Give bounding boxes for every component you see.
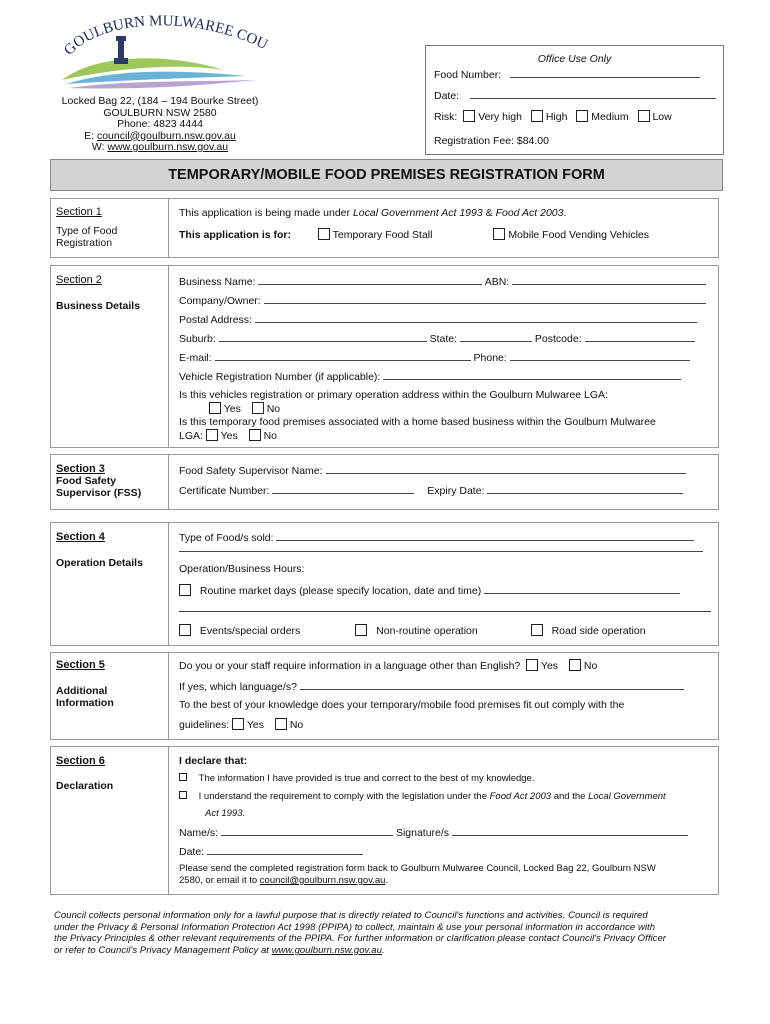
declaration-date-label: Date: [179,846,205,858]
food-number-label: Food Number: [434,69,502,81]
office-use-box [425,45,724,155]
section-3 [50,454,719,510]
names-field[interactable] [221,826,393,836]
address-line: Locked Bag 22, (184 – 194 Bourke Street) [61,95,259,107]
home-business-no-label: No [263,430,278,442]
lga-no-checkbox[interactable] [252,402,264,414]
postal-address-field[interactable] [255,313,697,323]
language-yes-checkbox[interactable] [526,659,538,671]
section-3-heading: Section 3 [56,463,105,475]
section-1-intro: This application is being made under Local Government Act 1993 & Food Act 2003. [179,207,567,219]
abn-label: ABN: [484,276,510,288]
section-3-subtitle: Food Safety Supervisor (FSS) [56,475,142,499]
home-business-question: Is this temporary food premises associated with a home based business within the Goulburn Mulwaree [179,416,656,428]
risk-low-label: Low [652,111,672,123]
email-label: E-mail: [179,352,212,364]
council-address [40,96,280,154]
privacy-web-link[interactable]: www.goulburn.nsw.gov.au [271,944,382,956]
section-2-heading: Section 2 [56,274,102,286]
non-routine-label: Non-routine operation [376,625,478,637]
home-business-yes-checkbox[interactable] [206,429,218,441]
declare-heading: I declare that: [179,755,248,767]
operation-hours-label: Operation/Business Hours: [179,563,305,575]
email-field[interactable] [215,351,471,361]
mobile-food-vending-checkbox[interactable] [493,228,505,240]
section-5-subtitle: Additional Information [56,685,114,709]
section-4-subtitle: Operation Details [56,557,143,569]
declaration-2-checkbox[interactable] [179,791,187,799]
section-6-heading: Section 6 [56,755,105,767]
food-type-label: Type of Food/s sold: [179,532,274,544]
risk-very-high-checkbox[interactable] [463,110,475,122]
temporary-food-stall-label: Temporary Food Stall [332,229,433,241]
food-type-field[interactable] [276,531,694,541]
postcode-field[interactable] [585,332,695,342]
state-label: State: [429,333,458,345]
risk-high-label: High [545,111,568,123]
business-name-field[interactable] [258,275,482,285]
fss-name-label: Food Safety Supervisor Name: [179,465,323,477]
certificate-number-label: Certificate Number: [179,485,270,497]
which-language-field[interactable] [300,680,684,690]
registration-type-row [179,228,649,241]
home-business-no-checkbox[interactable] [249,429,261,441]
application-for-label: This application is for: [179,229,292,241]
home-business-lga-label: LGA: [179,430,203,442]
section-2-subtitle: Business Details [56,300,141,312]
expiry-date-label: Expiry Date: [427,485,485,497]
declaration-2-act: Act 1993. [205,808,246,819]
council-email-link[interactable]: council@goulburn.nsw.gov.au [96,129,236,142]
guidelines-yes-checkbox[interactable] [232,718,244,730]
signature-label: Signature/s [395,827,450,839]
lga-no-label: No [266,403,281,415]
temporary-food-stall-checkbox[interactable] [318,228,330,240]
declaration-1-text: The information I have provided is true and correct to the best of my knowledge. [198,773,535,784]
declaration-1-checkbox[interactable] [179,773,187,781]
abn-field[interactable] [512,275,706,285]
postcode-label: Postcode: [534,333,582,345]
council-logo [56,14,276,96]
mobile-food-vending-label: Mobile Food Vending Vehicles [508,229,649,241]
road-side-checkbox[interactable] [531,624,543,636]
events-checkbox[interactable] [179,624,191,636]
guidelines-no-checkbox[interactable] [275,718,287,730]
office-date-label: Date: [434,90,460,102]
routine-market-checkbox[interactable] [179,584,191,596]
expiry-date-field[interactable] [487,484,683,494]
vehicle-rego-field[interactable] [383,370,681,380]
fss-name-field[interactable] [326,464,686,474]
food-type-field-2[interactable] [179,542,703,552]
phone-label: Phone: [473,352,507,364]
section-1-subtitle: Type of Food Registration [56,225,118,249]
which-language-label: If yes, which language/s? [179,681,297,693]
routine-market-label: Routine market days (please specify location, date and time) [199,585,482,597]
language-question: Do you or your staff require information in a language other than English? [179,660,521,672]
routine-market-field[interactable] [484,584,680,594]
risk-medium-checkbox[interactable] [576,110,588,122]
lga-yes-checkbox[interactable] [209,402,221,414]
guidelines-label: guidelines: [179,719,230,731]
send-email-link[interactable]: council@goulburn.nsw.gov.au [259,875,386,886]
guidelines-yes-label: Yes [246,719,264,731]
language-no-checkbox[interactable] [569,659,581,671]
address-city: GOULBURN NSW 2580 [103,106,217,119]
suburb-field[interactable] [219,332,427,342]
language-no-label: No [583,660,598,672]
section-6-subtitle: Declaration [56,780,114,792]
privacy-notice: Council collects personal information only for a lawful purpose that is directly related to Council's functions and activities. Council is required under the Privacy & Personal Information Protection Act 1998 (PPIPA) to collect, maintain & use your personal information in accordance with the Privacy Principles & other relevant requirements of the PPIPA. For further information or clarification please contact Council's Privacy Officer or refer to Council's Privacy Management Policy at www.goulburn.nsw.gov.au. [54,910,667,956]
section-5-heading: Section 5 [56,659,105,671]
risk-label: Risk: [434,111,458,123]
section-5 [50,652,719,740]
section-6: Section 6 Declaration I declare that: The information I have provided is true and correct to the best of my knowledge. I understand the requirement to comply with the legislation under the Food Act 2003 and the Local Government Act 1993. Name/s: Signature/s Date: Please send the completed registration form back to Goulburn Mulwaree Council, Locked Bag 22, Goulburn NSW 2580, or email it to council@goulburn.nsw.gov.au. [50,746,719,895]
section-4 [50,522,719,646]
phone-field[interactable] [510,351,690,361]
web-label: W: [91,141,108,153]
section-1-heading: Section 1 [56,206,102,218]
section-1 [50,198,719,258]
events-label: Events/special orders [199,625,301,637]
fitout-question: To the best of your knowledge does your temporary/mobile food premises fit out comply with the [179,699,625,711]
risk-high-checkbox[interactable] [531,110,543,122]
postal-address-label: Postal Address: [179,314,252,326]
non-routine-checkbox[interactable] [355,624,367,636]
send-instructions: Please send the completed registration form back to Goulburn Mulwaree Council, Locked Bag 22, Goulburn NSW [179,863,656,874]
address-phone: Phone: 4823 4444 [117,118,203,130]
language-yes-label: Yes [540,660,559,672]
risk-medium-label: Medium [591,111,629,123]
state-field[interactable] [460,332,532,342]
office-use-title: Office Use Only [537,53,612,65]
company-owner-label: Company/Owner: [179,295,261,307]
road-side-label: Road side operation [551,625,646,637]
names-label: Name/s: [179,827,219,839]
suburb-label: Suburb: [179,333,216,345]
vehicle-rego-label: Vehicle Registration Number (if applicable): [179,371,381,383]
declaration-2-text: I understand the requirement to comply with the legislation under the Food Act 2003 and the Local Government [179,791,666,802]
send-instructions-2: 2580, or email it to [179,875,260,886]
risk-very-high-label: Very high [478,111,522,123]
routine-market-field-2[interactable] [179,602,711,612]
council-logo-text: GOULBURN MULWAREE COU [61,14,271,59]
certificate-number-field[interactable] [272,484,414,494]
section-4-heading: Section 4 [56,531,105,543]
company-owner-field[interactable] [264,294,706,304]
declaration-date-field[interactable] [207,845,363,855]
office-date-field[interactable] [470,89,716,99]
section-2 [50,265,719,448]
form-title: TEMPORARY/MOBILE FOOD PREMISES REGISTRATION FORM [50,159,723,191]
email-label: E: [84,129,97,142]
guidelines-no-label: No [289,719,304,731]
home-business-yes-label: Yes [220,430,238,442]
risk-low-checkbox[interactable] [638,110,650,122]
food-number-field[interactable] [510,68,700,78]
signature-field[interactable] [452,826,688,836]
lga-yes-label: Yes [223,403,241,415]
council-logo-graphic [56,14,276,96]
registration-fee: Registration Fee: $84.00 [434,135,549,147]
lga-question: Is this vehicles registration or primary operation address within the Goulburn Mulwaree LGA: [179,389,608,401]
council-web-link[interactable]: www.goulburn.nsw.gov.au [107,141,229,153]
business-name-label: Business Name: [179,276,256,288]
